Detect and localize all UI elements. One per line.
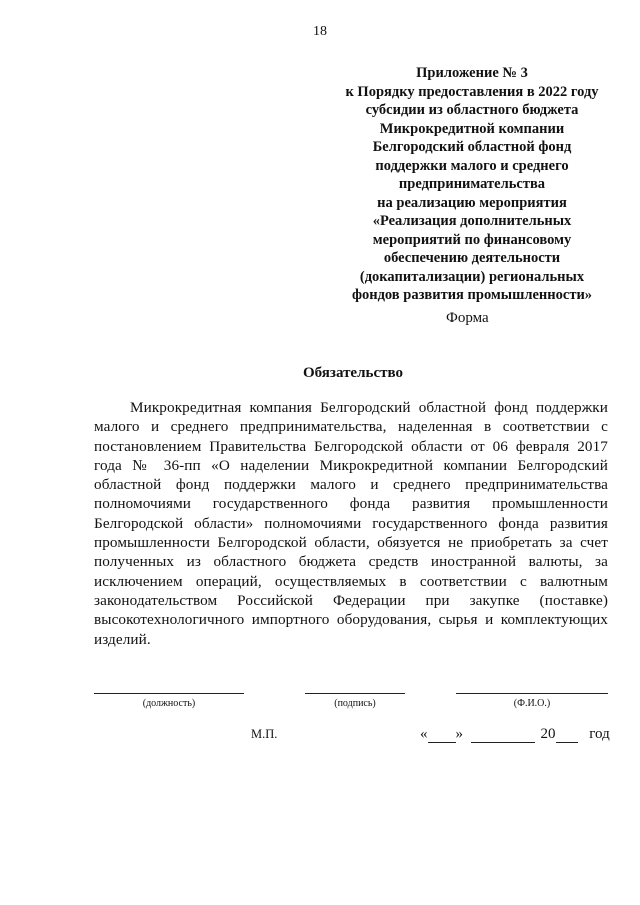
- position-line[interactable]: [94, 693, 244, 694]
- appendix-line: Микрокредитной компании: [379, 120, 565, 137]
- full-name-label: (Ф.И.О.): [513, 698, 551, 709]
- signature-label: (подпись): [334, 698, 376, 709]
- appendix-header: [332, 64, 612, 305]
- appendix-line: «Реализация дополнительных: [372, 213, 572, 229]
- date-close-quote: »: [455, 726, 463, 742]
- position-label: (должность): [142, 698, 196, 709]
- document-title: Обязательство: [303, 365, 403, 381]
- appendix-line: обеспечению деятельности: [383, 250, 561, 266]
- appendix-line: субсидии из областного бюджета: [365, 102, 579, 118]
- obligation-text: Микрокредитная компания Белгородский областной фонд поддержки малого и среднего предпринимательства, наделенная в соответствии с постановлением Правительства Белгородской области от 06 февраля 2017 года № 36-пп «О наделении Микрокредитной компании Белгородский областной фонд поддержки малого и среднего предпринимательства полномочиями государственного фонда развития промышленности Белгородской области» полномочиями государственного фонда развития промышленности Белгородской области, обязуется не приобретать за счет полученных из областного бюджета средств иностранной валюты, за исключением операций, осуществляемых в соответствии с валютным законодательством Российской Федерации при закупке (поставке) высокотехнологичного импортного оборудования, сырья и комплектующих изделий.: [94, 399, 608, 648]
- day-blank[interactable]: [428, 728, 456, 743]
- year-blank[interactable]: [556, 728, 578, 743]
- month-blank[interactable]: [471, 728, 535, 743]
- appendix-line: (докапитализации) региональных: [359, 268, 585, 285]
- appendix-line: Белгородский областной фонд: [372, 139, 572, 155]
- appendix-line: к Порядку предоставления в 2022 году: [345, 83, 599, 100]
- year-prefix: 20: [540, 726, 556, 742]
- full-name-line[interactable]: [456, 693, 608, 694]
- appendix-line: мероприятий по финансовому: [372, 231, 572, 248]
- form-label: Форма: [446, 310, 489, 326]
- appendix-line: предпринимательства: [398, 176, 546, 192]
- year-word: год: [589, 726, 610, 742]
- date-open-quote: «: [420, 726, 428, 742]
- date-field: [420, 726, 610, 743]
- appendix-line: фондов развития промышленности»: [351, 287, 593, 303]
- appendix-line: на реализацию мероприятия: [377, 194, 567, 211]
- appendix-line: Приложение № 3: [416, 65, 528, 81]
- stamp-label: М.П.: [251, 727, 278, 741]
- appendix-line: поддержки малого и среднего: [375, 157, 569, 174]
- signature-line[interactable]: [305, 693, 405, 694]
- page-number: 18: [313, 24, 327, 39]
